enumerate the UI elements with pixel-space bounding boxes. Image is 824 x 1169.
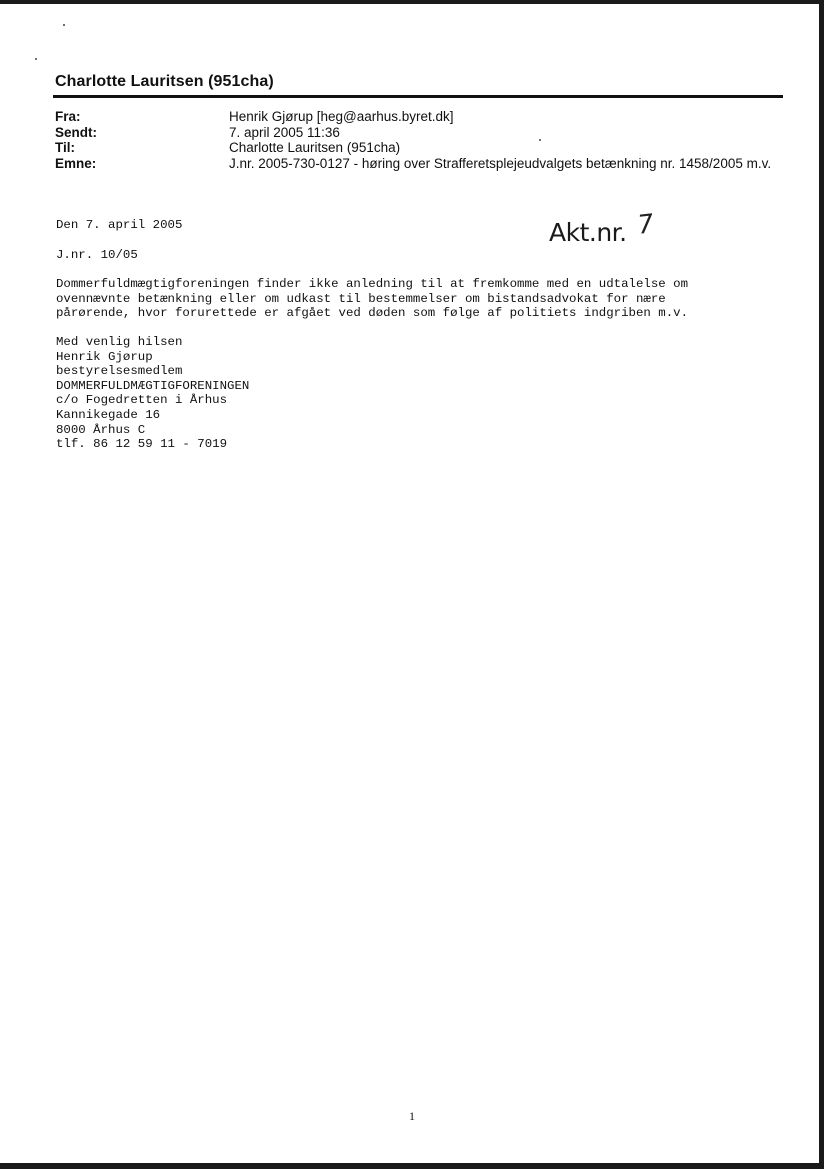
letter-body: Dommerfuldmægtigforeningen finder ikke anledning til at fremkomme med en udtalelse om ovennævnte betænkning eller om udkast til bestemmelser om bistandsadvokat for nære pårørende, hvor forurettede er afgået ved døden som følge af politiets indgriben m.v. xyxy=(56,277,689,321)
scan-speck xyxy=(35,58,37,60)
case-number-stamp xyxy=(549,208,655,248)
scan-speck xyxy=(63,24,65,26)
to-value: Charlotte Lauritsen (951cha) xyxy=(229,140,401,155)
stamp-handwritten-number: 7 xyxy=(635,208,655,242)
signature-block: Med venlig hilsen Henrik Gjørup bestyrelsesmedlem DOMMERFULDMÆGTIGFORENINGEN c/o Fogedretten i Århus Kannikegade 16 8000 Århus C tlf. 86 12 59 11 - 7019 xyxy=(56,335,250,452)
from-value: Henrik Gjørup [heg@aarhus.byret.dk] xyxy=(229,109,454,124)
sent-label: Sendt: xyxy=(55,124,97,140)
subject-value: J.nr. 2005-730-0127 - høring over Strafferetsplejeudvalgets betænkning nr. 1458/2005 m.v. xyxy=(229,155,772,171)
letter-date: Den 7. april 2005 xyxy=(56,218,183,232)
header-row-to xyxy=(55,140,775,156)
subject-label: Emne: xyxy=(55,155,97,171)
scan-edge-bottom xyxy=(0,1163,824,1169)
to-label: Til: xyxy=(55,140,75,155)
journal-number: J.nr. 10/05 xyxy=(56,248,138,262)
header-row-sent xyxy=(55,125,775,141)
from-label: Fra: xyxy=(55,109,81,124)
stamp-label: Akt.nr. xyxy=(549,218,627,247)
title-divider xyxy=(53,95,783,98)
email-header xyxy=(55,109,775,171)
page-title: Charlotte Lauritsen (951cha) xyxy=(55,73,274,90)
scan-edge-right xyxy=(819,0,824,1169)
sent-value: 7. april 2005 11:36 xyxy=(229,124,340,140)
scan-edge-top xyxy=(0,0,824,4)
header-row-subject xyxy=(55,156,775,172)
header-row-from xyxy=(55,109,775,125)
page-number: 1 xyxy=(409,1109,415,1123)
